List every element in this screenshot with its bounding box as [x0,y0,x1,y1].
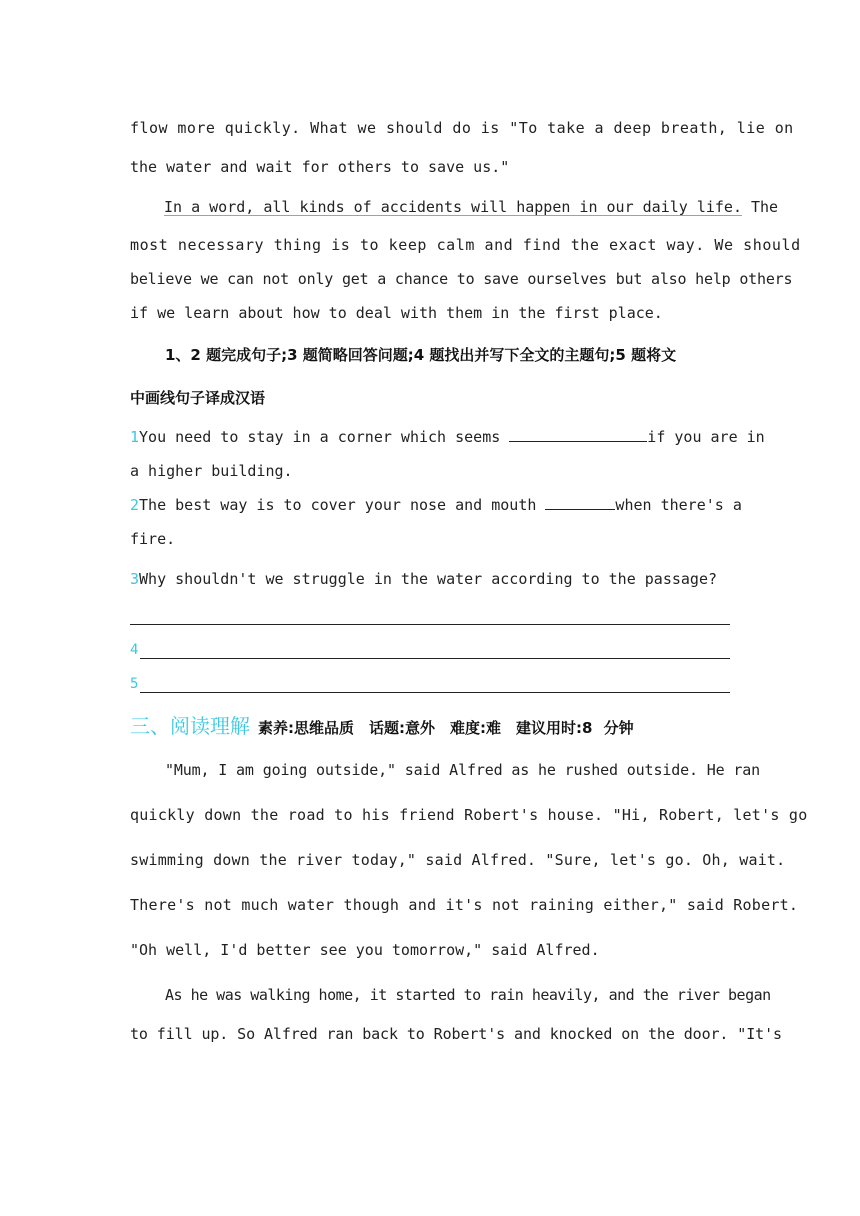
question-5-number: 5 [130,676,139,692]
answer-line-3[interactable] [130,624,730,625]
instructions-line: 中画线句子译成汉语 [130,389,266,407]
instructions-line: 1、2 题完成句子;3 题简略回答问题;4 题找出并写下全文的主题句;5 题将文 [165,346,677,364]
section-heading [130,713,634,742]
answer-line-5[interactable] [140,692,730,693]
question-2 [130,495,742,515]
passage-line: swimming down the river today," said Alfred. "Sure, let's go. Oh, wait. [130,851,786,869]
question-number: 1 [130,428,140,446]
question-text: if you are in [647,428,765,446]
question-text: Why shouldn't we struggle in the water according to the passage? [139,570,717,588]
section-meta: 素养:思维品质 话题:意外 难度:难 建议用时:8 分钟 [258,719,634,737]
question-number: 3 [130,570,140,588]
question-4-number: 4 [130,642,139,658]
passage-line: quickly down the road to his friend Robert's house. "Hi, Robert, let's go [130,806,808,824]
passage-line: most necessary thing is to keep calm and find the exact way. We should [130,236,801,254]
passage-line: believe we can not only get a chance to save ourselves but also help others [130,270,793,288]
passage-line: There's not much water though and it's not raining either," said Robert. [130,896,799,914]
passage-line: if we learn about how to deal with them in the first place. [130,304,663,322]
question-3 [130,569,730,589]
passage-line: "Mum, I am going outside," said Alfred as he rushed outside. He ran [165,761,761,779]
question-text: when there's a [615,496,742,514]
question-text: You need to stay in a corner which seems [139,428,510,446]
passage-line: As he was walking home, it started to rain heavily, and the river began [165,986,771,1004]
question-1-cont: a higher building. [130,462,293,480]
question-number: 2 [130,496,140,514]
topic-sentence-line [130,197,779,217]
passage-line: "Oh well, I'd better see you tomorrow," said Alfred. [130,941,600,959]
passage-line: the water and wait for others to save us." [130,158,510,176]
section-title: 三、阅读理解 [130,714,250,738]
answer-line-4[interactable] [140,658,730,659]
question-text: The best way is to cover your nose and mouth [139,496,546,514]
passage-line: to fill up. So Alfred ran back to Robert's and knocked on the door. "It's [130,1025,782,1043]
question-1 [130,427,765,447]
topic-sentence-tail: The [741,198,779,216]
passage-line: flow more quickly. What we should do is "To take a deep breath, lie on [130,119,794,137]
answer-blank[interactable] [509,427,647,442]
answer-blank[interactable] [545,495,615,510]
topic-sentence: In a word, all kinds of accidents will happen in our daily life. [164,198,742,216]
question-2-cont: fire. [130,530,176,548]
